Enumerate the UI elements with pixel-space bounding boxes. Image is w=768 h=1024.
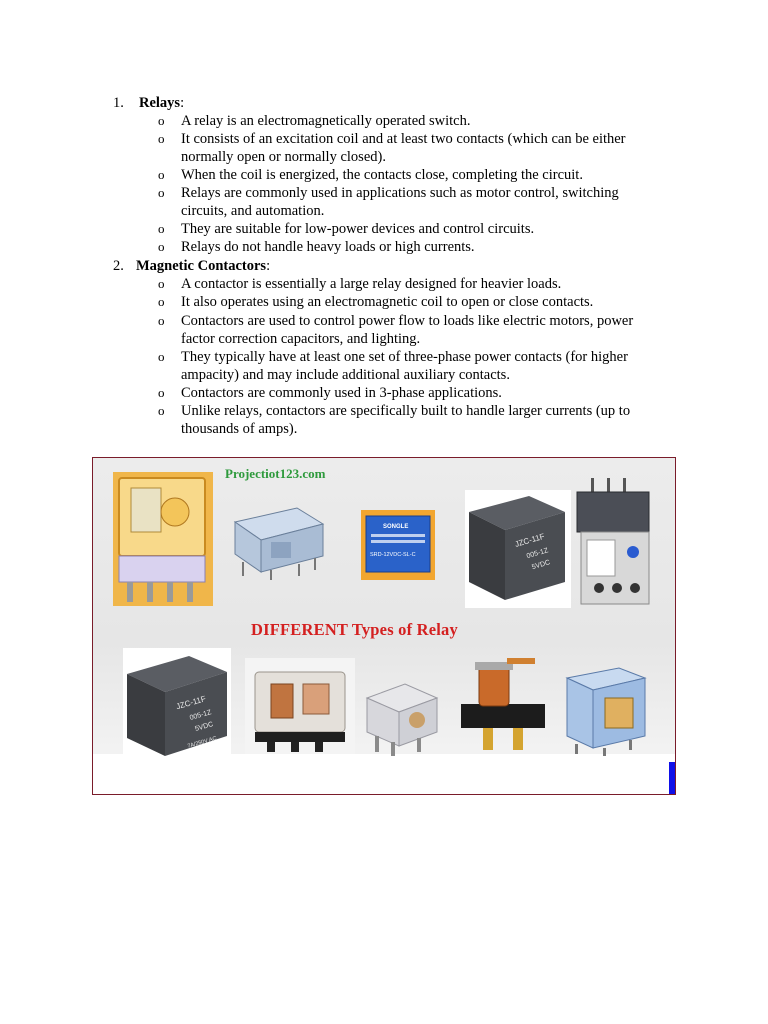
jzc-spec2-text: 5VDC bbox=[194, 721, 215, 733]
bullet-marker: o bbox=[158, 167, 165, 182]
list-item: They are suitable for low-power devices and control circuits. bbox=[181, 221, 535, 237]
relay-types-figure bbox=[92, 457, 676, 795]
section-colon: : bbox=[266, 258, 271, 274]
relay-image-open-frame bbox=[455, 652, 551, 756]
section-heading-relays bbox=[113, 94, 184, 112]
list-item: Unlike relays, contactors are specifically built to handle larger currents (up to thousands of amps). bbox=[181, 403, 631, 437]
jzc-spec2-text: 5VDC bbox=[531, 559, 552, 572]
figure-bottom-strip bbox=[93, 754, 675, 794]
bullet-marker: o bbox=[158, 349, 165, 364]
list-item: Relays are commonly used in applications such as motor control, switching circuits, and automation. bbox=[181, 185, 619, 219]
relay-image-jzc11f-bottom bbox=[123, 648, 231, 760]
bullet-marker: o bbox=[158, 403, 165, 418]
figure-title: DIFFERENT Types of Relay bbox=[251, 620, 458, 639]
bullet-marker: o bbox=[158, 113, 165, 128]
list-item: When the coil is energized, the contacts close, completing the circuit. bbox=[181, 167, 583, 183]
list-item: A contactor is essentially a large relay designed for heavier loads. bbox=[181, 276, 562, 292]
section-colon: : bbox=[180, 95, 185, 111]
list-item: They typically have at least one set of three-phase power contacts (for higher ampacity) and may include additional auxiliary contacts. bbox=[181, 349, 628, 383]
relay-image-thermal-overload bbox=[573, 478, 653, 608]
jzc-spec1-text: 005-1Z bbox=[525, 547, 550, 561]
bullet-marker: o bbox=[158, 239, 165, 254]
relay-image-plug-in-orange bbox=[113, 472, 213, 606]
bullet-marker: o bbox=[158, 294, 165, 309]
section-heading-contactors bbox=[113, 257, 270, 275]
figure-edge-mark bbox=[669, 762, 676, 794]
bullet-marker: o bbox=[158, 185, 165, 200]
bullet-marker: o bbox=[158, 131, 165, 146]
bullet-marker: o bbox=[158, 276, 165, 291]
relay-image-blue-plug-in bbox=[563, 664, 649, 756]
jzc-spec1-text: 005-1Z bbox=[189, 709, 213, 722]
relay-image-jzc11f-top bbox=[465, 490, 571, 608]
figure-brand-text: Projectiot123.com bbox=[225, 466, 326, 481]
relay-image-clear-pcb bbox=[227, 502, 327, 582]
bullet-marker: o bbox=[158, 385, 165, 400]
section-number: 1. bbox=[113, 95, 124, 111]
section-number: 2. bbox=[113, 258, 124, 274]
list-item: Contactors are used to control power flow to loads like electric motors, power factor correction capacitors, and lighting. bbox=[181, 313, 634, 347]
relay-image-songle bbox=[361, 510, 435, 580]
section-title: Magnetic Contactors bbox=[136, 258, 267, 274]
relay-image-clear-cube bbox=[361, 676, 441, 758]
bullet-marker: o bbox=[158, 313, 165, 328]
jzc-model-text: JZC-11F bbox=[175, 694, 207, 712]
relay-image-clear-coil bbox=[245, 658, 355, 754]
list-item: Contactors are commonly used in 3-phase applications. bbox=[181, 385, 502, 401]
bullet-marker: o bbox=[158, 221, 165, 236]
list-item: It also operates using an electromagnetic coil to open or close contacts. bbox=[181, 294, 594, 310]
songle-model-text: SRD-12VDC-SL-C bbox=[370, 552, 416, 558]
jzc-model-text: JZC-11F bbox=[513, 531, 546, 549]
list-item: Relays do not handle heavy loads or high currents. bbox=[181, 239, 475, 255]
list-item: A relay is an electromagnetically operated switch. bbox=[181, 113, 471, 129]
jzc-spec3-text: 7A/250V AC bbox=[186, 735, 218, 750]
list-item: It consists of an excitation coil and at least two contacts (which can be either normally open or normally closed). bbox=[181, 131, 626, 165]
section-title: Relays bbox=[139, 95, 181, 111]
songle-brand-text: SONGLE bbox=[383, 524, 409, 530]
